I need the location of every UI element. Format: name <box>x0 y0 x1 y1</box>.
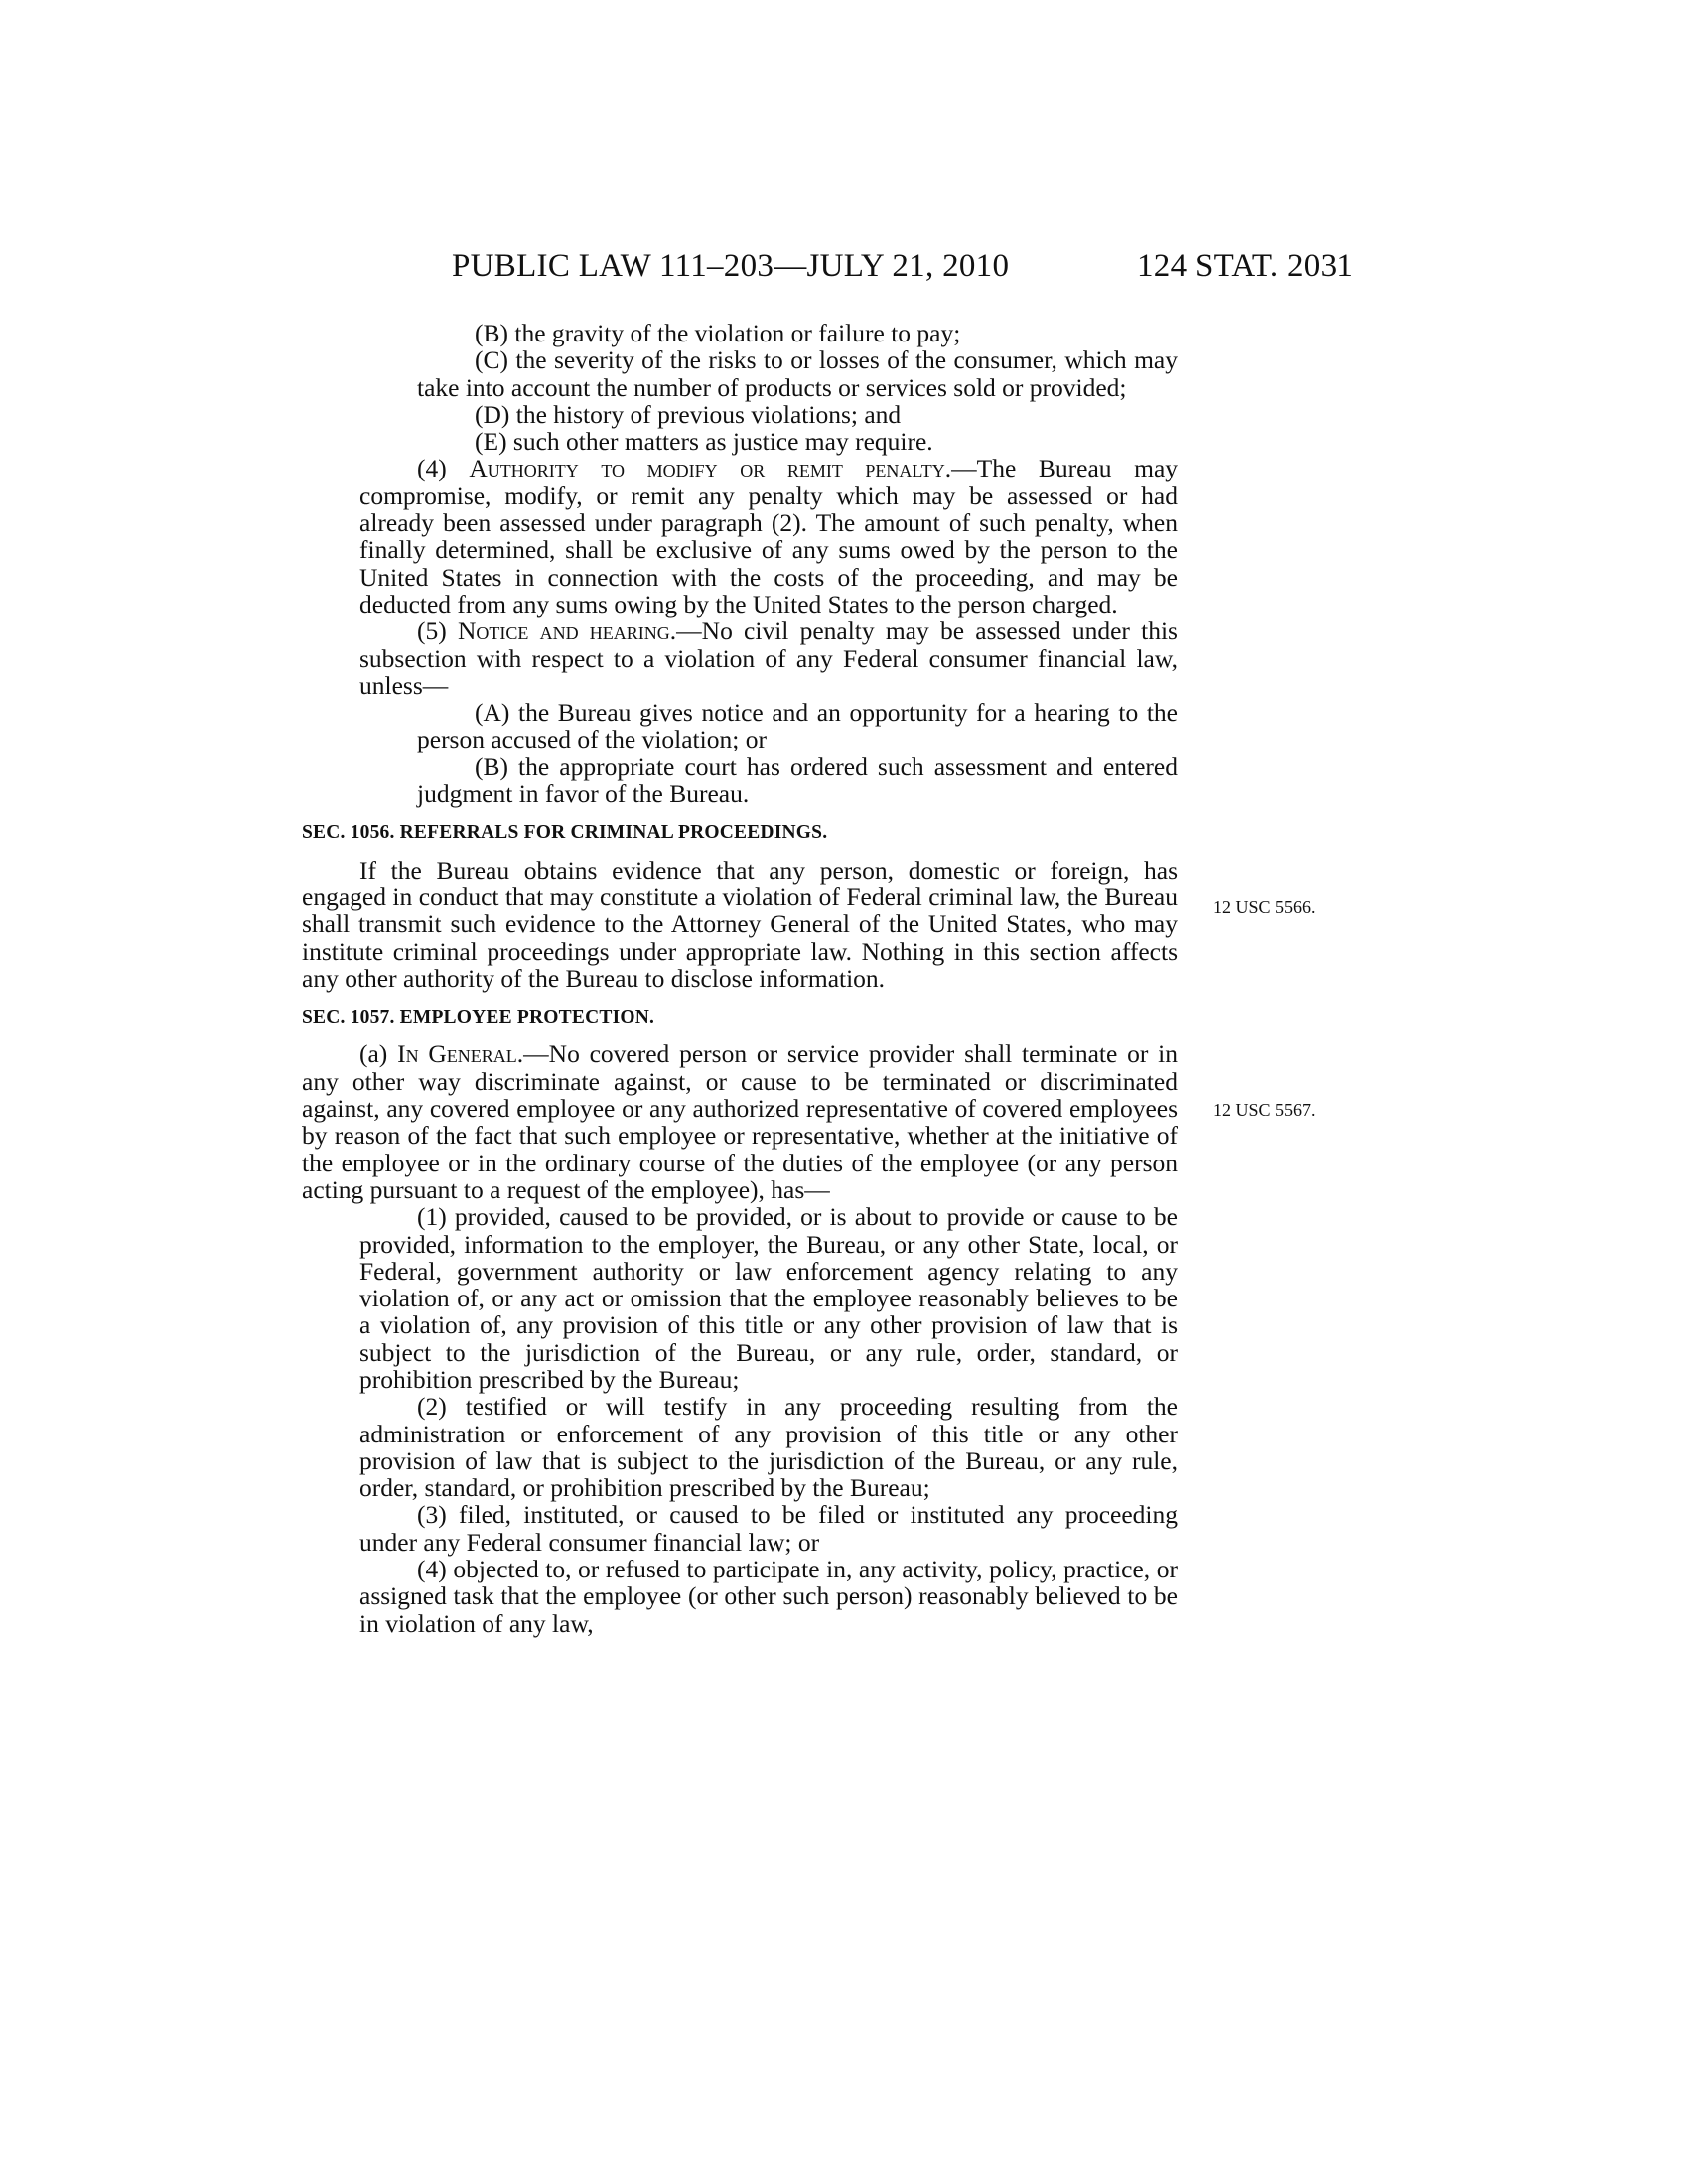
paragraph-3d: (D) the history of previous violations; and <box>475 399 902 429</box>
section-1056-text: If the Bureau obtains evidence that any person, domestic or foreign, has engaged in conduct that may constitute a violation of Federal criminal law, the Bureau shall transmit such evidence to the Attorney General of the United States, who may institute criminal proceedings under appropriate law. Nothing in this section affects any other authority of the Bureau to disclose information. <box>302 855 1178 993</box>
paragraph-3c: (C) the severity of the risks to or losses of the consumer, which may take into account the number of products or services sold or provided; <box>417 345 1178 402</box>
paragraph-5-number: (5) <box>417 616 458 646</box>
subsection-a-number: (a) <box>359 1039 398 1069</box>
margin-citation-5567: 12 USC 5567. <box>1213 1100 1316 1120</box>
subsection-a-text: .—No covered person or service provider shall terminate or in any other way discriminate against, or cause to be terminated or discriminated against, any covered employee or any authorized representative of covered employees by reason of the fact that such employee or representative, whether at the initiative of the employee or in the ordinary course of the duties of the employee (or any person acting pursuant to a request of the employee), has— <box>302 1039 1178 1204</box>
paragraph-4 <box>359 455 1178 617</box>
paragraph-5 <box>359 617 1178 699</box>
section-1056-heading: SEC. 1056. REFERRALS FOR CRIMINAL PROCEEDINGS. <box>302 822 828 844</box>
subsection-a-heading: In General <box>397 1039 517 1069</box>
paragraph-5-text: .—No civil penalty may be assessed under this subsection with respect to a violation of any Federal consumer financial law, unless— <box>359 616 1178 700</box>
paragraph-5a: (A) the Bureau gives notice and an opportunity for a hearing to the person accused of the violation; or <box>417 698 1178 754</box>
body-text <box>302 320 1178 1637</box>
paragraph-a2: (2) testified or will testify in any proceeding resulting from the administration or enforcement of any provision of this title or any other provision of law that is subject to the jurisdiction of the Bureau, or any rule, order, standard, or prohibition prescribed by the Bureau; <box>359 1392 1178 1503</box>
paragraph-3b: (B) the gravity of the violation or failure to pay; <box>475 319 961 347</box>
paragraph-4-heading: Authority to modify or remit penalty <box>469 454 945 483</box>
section-1057-heading: SEC. 1057. EMPLOYEE PROTECTION. <box>302 1007 655 1028</box>
paragraph-4-text: .—The Bureau may compromise, modify, or remit any penalty which may be assessed or had already been assessed under paragraph (2). The amount of such penalty, when finally determined, shall be exclusive of any sums owed by the person to the United States in connection with the costs of the proceeding, and may be deducted from any sums owing by the United States to the person charged. <box>359 454 1179 618</box>
running-header-title: PUBLIC LAW 111–203—JULY 21, 2010 <box>452 248 1010 284</box>
statute-page-number: 124 STAT. 2031 <box>1137 248 1354 284</box>
paragraph-5-heading: Notice and hearing <box>457 616 670 646</box>
paragraph-a3: (3) filed, instituted, or caused to be filed or instituted any proceeding under any Federal consumer financial law; or <box>359 1500 1178 1557</box>
subsection-a <box>302 1040 1178 1203</box>
paragraph-5b: (B) the appropriate court has ordered such assessment and entered judgment in favor of the Bureau. <box>417 751 1178 809</box>
paragraph-3e: (E) such other matters as justice may require. <box>475 427 933 457</box>
paragraph-a1: (1) provided, caused to be provided, or is about to provide or cause to be provided, information to the employer, the Bureau, or any other State, local, or Federal, government authority or law enforcement agency relating to any violation of, or any act or omission that the employee reasonably believes to be a violation of, any provision of this title or any other provision of law that is subject to the jurisdiction of the Bureau, or any rule, order, standard, or prohibition prescribed by the Bureau; <box>359 1202 1178 1394</box>
paragraph-a4: (4) objected to, or refused to participate in, any activity, policy, practice, or assigned task that the employee (or other such person) reasonably believed to be in violation of any law, <box>359 1555 1178 1638</box>
paragraph-4-number: (4) <box>417 454 470 483</box>
margin-citation-5566: 12 USC 5566. <box>1213 897 1316 917</box>
